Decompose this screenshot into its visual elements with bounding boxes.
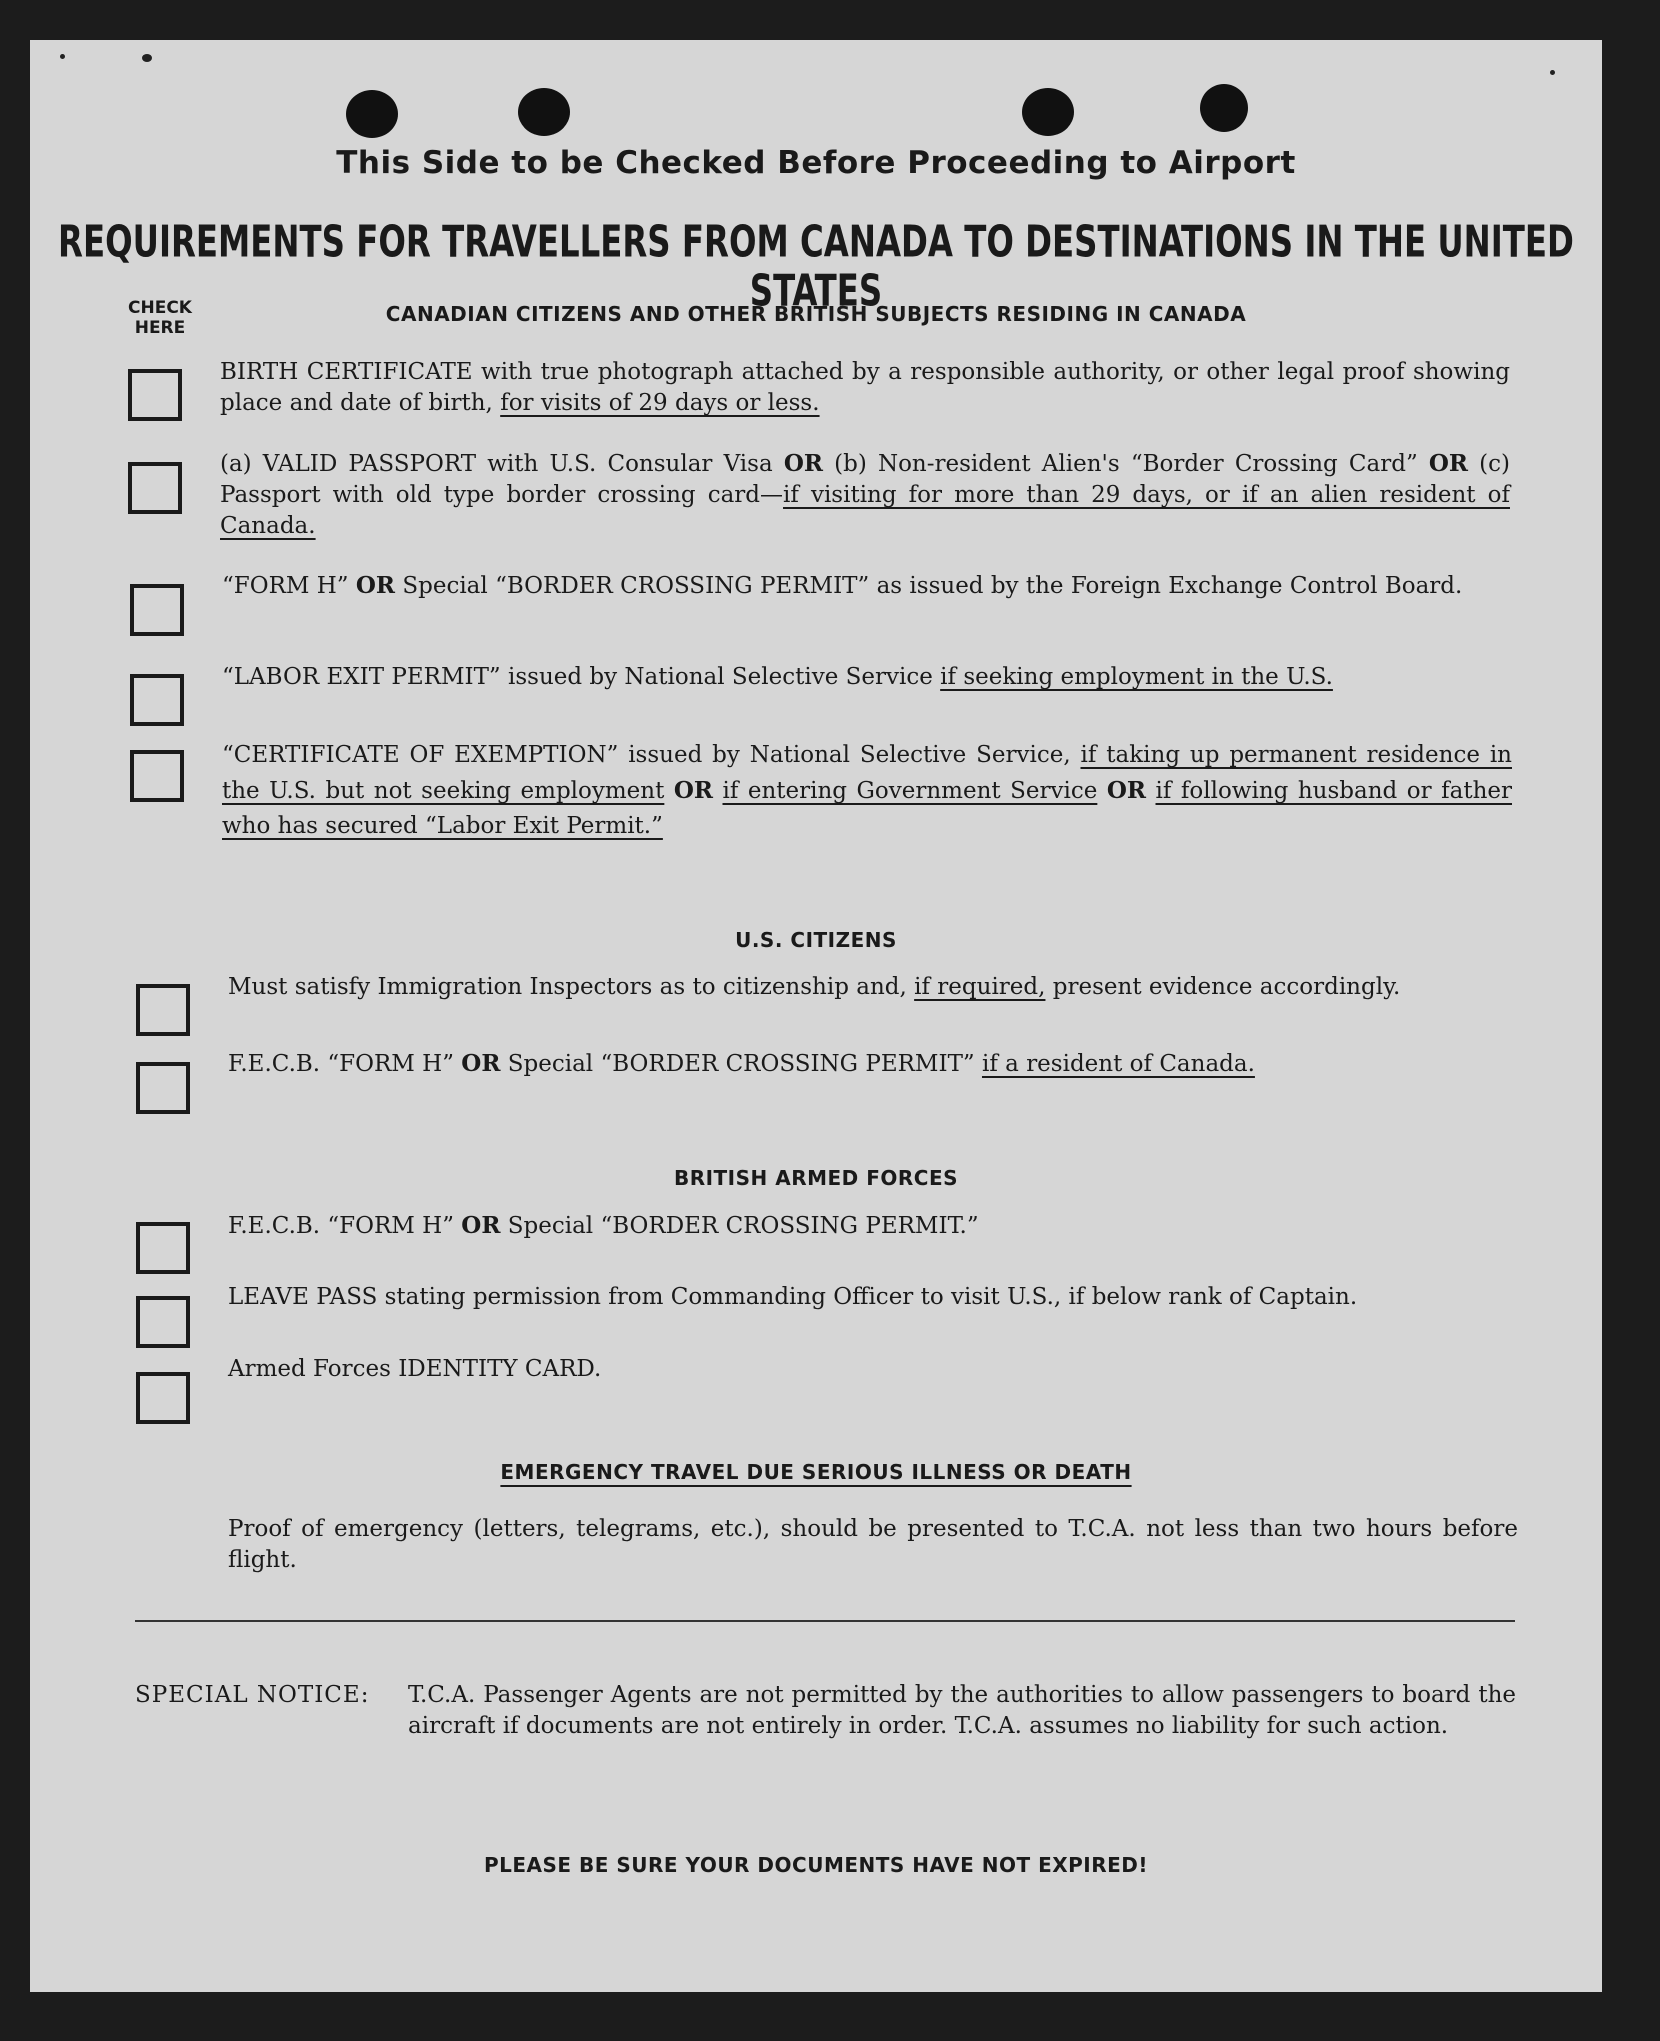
item-british-form-h: F.E.C.B. “FORM H” OR Special “BORDER CROSSING PERMIT.”	[228, 1212, 979, 1239]
checkbox-valid-passport[interactable]	[128, 462, 182, 514]
punch-hole	[1200, 84, 1248, 132]
checkbox-identity-card[interactable]	[136, 1372, 190, 1424]
special-notice-text: T.C.A. Passenger Agents are not permitted by the authorities to allow passengers to board the aircraft if documents are not entirely in order. T.C.A. assumes no liability for such action.	[408, 1682, 1516, 1739]
section-heading-canadian: CANADIAN CITIZENS AND OTHER BRITISH SUBJECTS RESIDING IN CANADA	[385, 302, 1247, 326]
section-heading-british-armed-forces: BRITISH ARMED FORCES	[673, 1166, 959, 1190]
checkbox-certificate-exemption[interactable]	[130, 750, 184, 802]
footer-warning: PLEASE BE SURE YOUR DOCUMENTS HAVE NOT EXPIRED!	[483, 1853, 1149, 1877]
check-here-label: CHECK HERE	[128, 298, 192, 338]
special-notice-label: SPECIAL NOTICE:	[135, 1682, 370, 1708]
checkbox-us-citizenship[interactable]	[136, 984, 190, 1036]
punch-hole	[1022, 88, 1074, 136]
item-birth-certificate: BIRTH CERTIFICATE with true photograph attached by a responsible authority, or other legal proof showing place and date of birth, for visits of 29 days or less.	[220, 359, 1510, 416]
divider	[135, 1620, 1515, 1622]
item-leave-pass: LEAVE PASS stating permission from Commanding Officer to visit U.S., if below rank of Captain.	[228, 1284, 1358, 1310]
punch-hole	[346, 90, 398, 138]
item-form-h: “FORM H” OR Special “BORDER CROSSING PERMIT” as issued by the Foreign Exchange Control Board.	[222, 572, 1463, 599]
item-certificate-exemption: “CERTIFICATE OF EXEMPTION” issued by National Selective Service, if taking up permanent residence in the U.S. but not seeking employment OR if entering Government Service OR if following husband or father who has secured “Labor Exit Permit.”	[222, 742, 1512, 839]
checkbox-british-form-h[interactable]	[136, 1222, 190, 1274]
item-valid-passport: (a) VALID PASSPORT with U.S. Consular Visa OR (b) Non-resident Alien's “Border Crossing Card” OR (c) Passport with old type border crossing card—if visiting for more than 29 days, or if an alien resident of Canada.	[220, 450, 1510, 539]
top-instruction: This Side to be Checked Before Proceeding to Airport	[336, 145, 1296, 181]
checkbox-leave-pass[interactable]	[136, 1296, 190, 1348]
item-labor-exit-permit: “LABOR EXIT PERMIT” issued by National Selective Service if seeking employment in the U.S.	[222, 664, 1333, 690]
item-identity-card: Armed Forces IDENTITY CARD.	[228, 1356, 602, 1382]
section-heading-us-citizens: U.S. CITIZENS	[735, 928, 897, 952]
speck	[60, 54, 65, 59]
checkbox-labor-exit-permit[interactable]	[130, 674, 184, 726]
speck	[1550, 70, 1555, 75]
speck	[142, 54, 152, 62]
item-us-form-h: F.E.C.B. “FORM H” OR Special “BORDER CROSSING PERMIT” if a resident of Canada.	[228, 1050, 1255, 1077]
section-heading-emergency: EMERGENCY TRAVEL DUE SERIOUS ILLNESS OR DEATH	[500, 1460, 1132, 1484]
item-emergency: Proof of emergency (letters, telegrams, etc.), should be presented to T.C.A. not less than two hours before flight.	[228, 1516, 1518, 1573]
punch-hole	[518, 88, 570, 136]
document-page	[30, 40, 1602, 1992]
checkbox-birth-certificate[interactable]	[128, 369, 182, 421]
item-us-citizenship: Must satisfy Immigration Inspectors as to citizenship and, if required, present evidence accordingly.	[228, 974, 1401, 1000]
checkbox-form-h[interactable]	[130, 584, 184, 636]
page-title: REQUIREMENTS FOR TRAVELLERS FROM CANADA TO DESTINATIONS IN THE UNITED STATES	[58, 218, 1574, 317]
checkbox-us-form-h[interactable]	[136, 1062, 190, 1114]
